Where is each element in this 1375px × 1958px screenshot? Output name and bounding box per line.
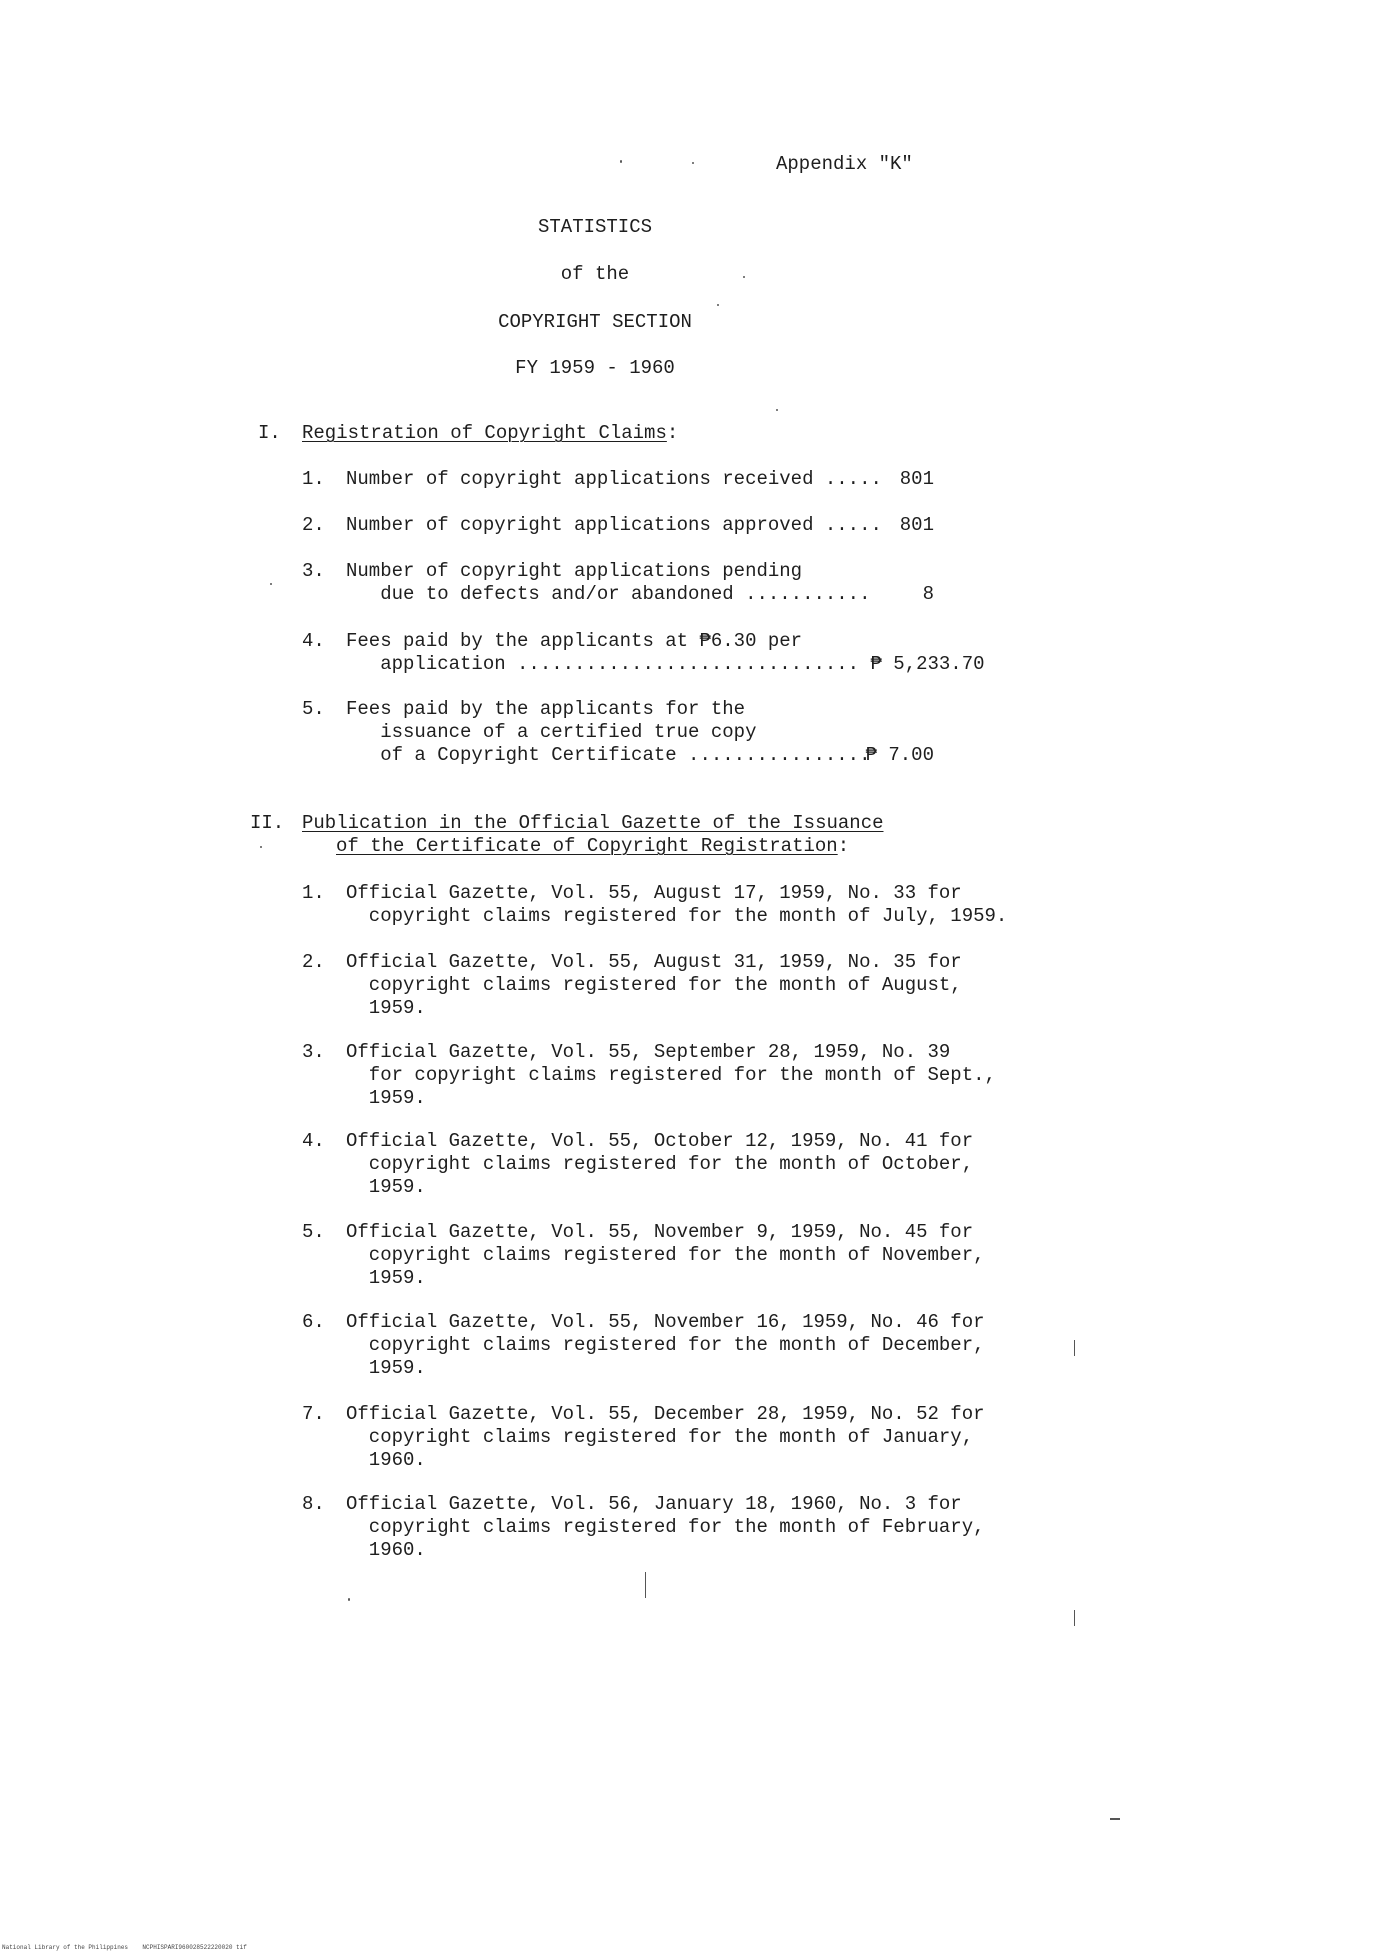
item-text-line: 1959.: [346, 1267, 426, 1289]
section-2-heading-line-2: [336, 835, 849, 858]
item-text-line: Fees paid by the applicants for the: [346, 698, 746, 720]
item-number: 5.: [302, 698, 325, 720]
item-number: 3.: [302, 1041, 325, 1063]
item-text-line: application .............................. ₱ 5,233.70: [346, 653, 985, 675]
item-value: 801: [899, 468, 934, 490]
item-text-line: Number of copyright applications approved .....: [346, 514, 882, 536]
item-number: 4.: [302, 1130, 325, 1152]
item-number: 1.: [302, 882, 325, 904]
item-number: 5.: [302, 1221, 325, 1243]
title-statistics: STATISTICS: [537, 216, 653, 238]
item-text-line: Official Gazette, Vol. 55, September 28, 1959, No. 39: [346, 1041, 951, 1063]
scan-speck: [620, 160, 622, 163]
item-text-line: issuance of a certified true copy: [346, 721, 757, 743]
item-text-line: for copyright claims registered for the month of Sept.,: [346, 1064, 996, 1086]
scan-speck: [1074, 1610, 1075, 1626]
item-number: 2.: [302, 514, 325, 536]
title-fiscal-year: FY 1959 - 1960: [515, 357, 675, 379]
item-text-line: due to defects and/or abandoned ...........: [346, 583, 871, 605]
item-text-line: 1960.: [346, 1539, 426, 1561]
section-2-heading-text-2: of the Certificate of Copyright Registration: [336, 835, 838, 857]
item-number: 1.: [302, 468, 325, 490]
item-text-line: Number of copyright applications received .....: [346, 468, 882, 490]
scan-speck: [692, 162, 694, 164]
item-text-line: Official Gazette, Vol. 55, October 12, 1959, No. 41 for: [346, 1130, 974, 1152]
scan-speck: [776, 409, 778, 411]
section-1-numeral: I.: [258, 422, 281, 444]
section-2-heading-text-1: Publication in the Official Gazette of the Issuance: [302, 812, 884, 834]
item-text-line: copyright claims registered for the month of July, 1959.: [346, 905, 1008, 927]
item-text-line: Official Gazette, Vol. 55, August 31, 1959, No. 35 for: [346, 951, 962, 973]
item-text-line: copyright claims registered for the month of February,: [346, 1516, 985, 1538]
scan-speck: [1110, 1818, 1120, 1820]
item-value: 801: [899, 514, 934, 536]
section-2-numeral: II.: [250, 812, 285, 834]
scan-speck: [348, 1598, 350, 1601]
item-number: 6.: [302, 1311, 325, 1333]
item-text-line: 1959.: [346, 1087, 426, 1109]
section-1-heading-colon: :: [666, 422, 679, 444]
scan-speck: [270, 583, 272, 585]
title-of-the: of the: [560, 263, 630, 285]
item-text-line: copyright claims registered for the month of November,: [346, 1244, 985, 1266]
item-text-line: Official Gazette, Vol. 55, August 17, 1959, No. 33 for: [346, 882, 962, 904]
item-number: 8.: [302, 1493, 325, 1515]
section-2-heading-colon: :: [837, 835, 850, 857]
item-text-line: Fees paid by the applicants at ₱6.30 per: [346, 630, 803, 652]
item-text-line: copyright claims registered for the month of August,: [346, 974, 962, 996]
section-1-heading-text: Registration of Copyright Claims: [302, 422, 667, 444]
title-copyright-section: COPYRIGHT SECTION: [498, 311, 692, 333]
item-text-line: 1959.: [346, 1357, 426, 1379]
item-text-line: Official Gazette, Vol. 55, November 9, 1959, No. 45 for: [346, 1221, 974, 1243]
scan-speck: [743, 276, 745, 278]
scan-speck: [717, 304, 719, 306]
scan-speck: [260, 846, 262, 848]
item-text-line: Number of copyright applications pending: [346, 560, 803, 582]
item-text-line: Official Gazette, Vol. 55, December 28, 1959, No. 52 for: [346, 1403, 985, 1425]
item-number: 2.: [302, 951, 325, 973]
item-text-line: copyright claims registered for the month of December,: [346, 1334, 985, 1356]
item-number: 4.: [302, 630, 325, 652]
item-text-line: copyright claims registered for the month of January,: [346, 1426, 974, 1448]
scan-speck: [645, 1572, 646, 1598]
item-text-line: 1959.: [346, 1176, 426, 1198]
item-text-line: of a Copyright Certificate ................: [346, 744, 871, 766]
item-text-line: 1959.: [346, 997, 426, 1019]
item-number: 7.: [302, 1403, 325, 1425]
item-text-line: copyright claims registered for the month of October,: [346, 1153, 974, 1175]
scan-speck: [1074, 1340, 1075, 1356]
item-text-line: Official Gazette, Vol. 56, January 18, 1960, No. 3 for: [346, 1493, 962, 1515]
item-number: 3.: [302, 560, 325, 582]
section-2-heading-line-1: [302, 812, 884, 835]
scan-footer: National Library of the Philippines NCPHISPARI960028522220020 tif: [2, 1944, 247, 1951]
appendix-label: Appendix "K": [776, 153, 913, 175]
item-value: ₱ 7.00: [865, 744, 934, 766]
section-1-heading: [302, 422, 678, 445]
item-value: 8: [922, 583, 934, 605]
item-text-line: Official Gazette, Vol. 55, November 16, 1959, No. 46 for: [346, 1311, 985, 1333]
item-text-line: 1960.: [346, 1449, 426, 1471]
